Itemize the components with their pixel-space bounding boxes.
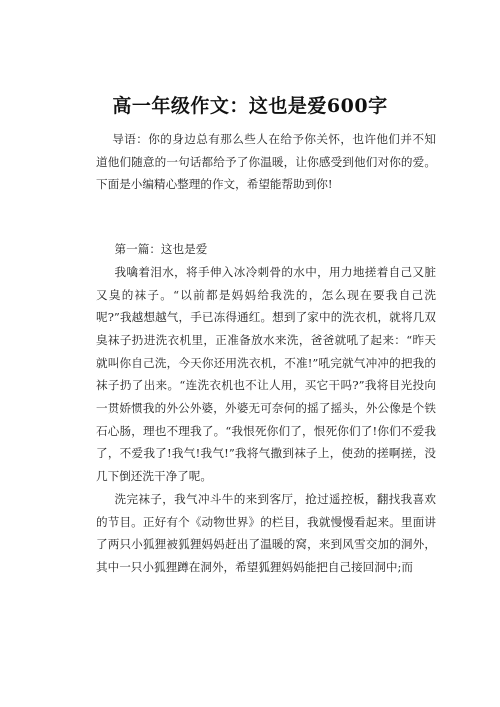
document-title: 高一年级作文：这也是爱600字 xyxy=(112,95,388,117)
document-body xyxy=(96,128,436,579)
section-spacer xyxy=(96,196,436,238)
intro-paragraph: 导语：你的身边总有那么些人在给予你关怀，也许他们并不知道他们随意的一句话都给予了你温暖，让你感受到他们对你的爱。下面是小编精心整理的作文，希望能帮助到你! xyxy=(96,132,436,192)
body-paragraph: 洗完袜子，我气冲斗牛的来到客厅，抢过遥控板，翻找我喜欢的节目。正好有个《动物世界》的栏目，我就慢慢看起来。里面讲了两只小狐狸被狐狸妈妈赶出了温暖的窝，来到风雪交加的洞外，其中一只小狐狸蹲在洞外，希望狐狸妈妈能把自己接回洞中;而 xyxy=(96,491,436,574)
section-heading: 第一篇：这也是爱 xyxy=(114,242,208,257)
body-paragraph: 我噙着泪水，将手伸入冰冷刺骨的水中，用力地搓着自己又脏又臭的袜子。“以前都是妈妈给我洗的，怎么现在要我自己洗呢?”我越想越气，手已冻得通红。想到了家中的洗衣机，就将几双臭袜子扔进洗衣机里，正准备放水来洗，爸爸就吼了起来：“昨天就叫你自己洗，今天你还用洗衣机，不准!”吼完就气冲冲的把我的袜子扔了出来。“连洗衣机也不让人用，买它干吗?”我将目光投向一贯娇惯我的外公外婆，外婆无可奈何的摇了摇头，外公像是个铁石心肠，理也不理我了。“我恨死你们了，恨死你们了!你们不爱我了，不爱我了!我气!我气!”我将气撒到袜子上，使劲的搓啊搓，没几下倒还洗干净了呢。 xyxy=(96,264,436,484)
